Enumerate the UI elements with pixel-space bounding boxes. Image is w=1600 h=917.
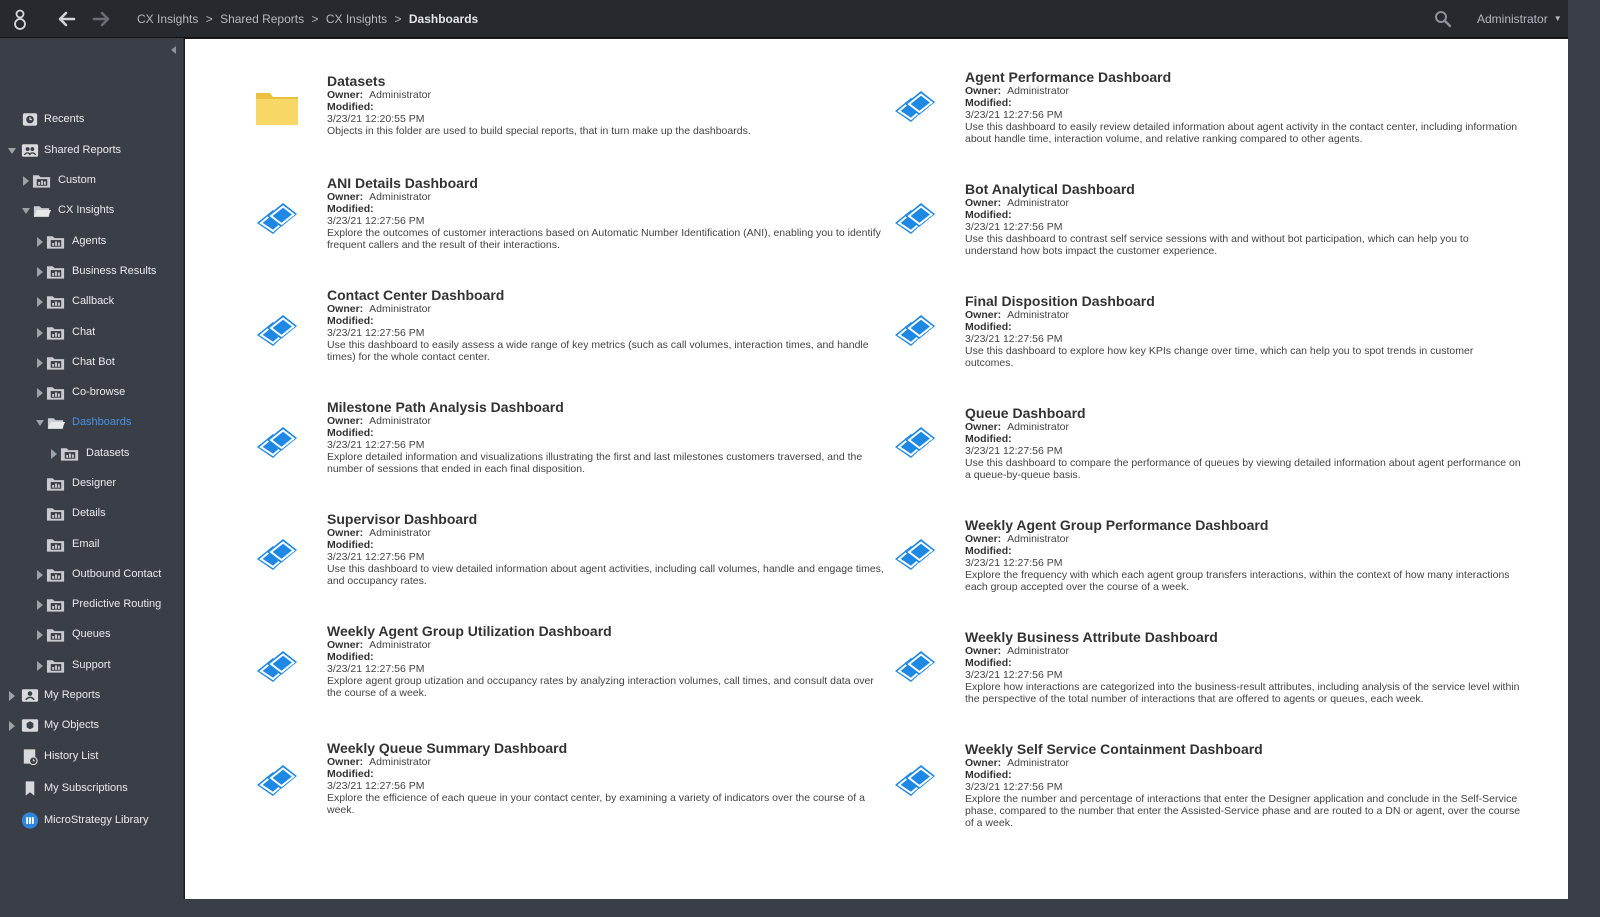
collapsed-triangle-icon[interactable]: [36, 600, 44, 610]
modified-value: 3/23/21 12:27:56 PM: [965, 445, 1063, 457]
expanded-triangle-icon[interactable]: [36, 418, 44, 428]
entry-weekly-self-service-containment-dashboard[interactable]: [965, 741, 1525, 829]
entry-title[interactable]: Final Disposition Dashboard: [965, 293, 1155, 309]
modified-value: 3/23/21 12:20:55 PM: [327, 113, 425, 125]
entry-description: Explore how interactions are categorized into the business-result attributes, including analysis of the service level within: [965, 681, 1520, 693]
owner-label: Owner:: [965, 85, 1002, 97]
sidebar-item-label: Co-browse: [72, 386, 126, 398]
entry-supervisor-dashboard[interactable]: [327, 511, 887, 587]
modified-label: Modified:: [965, 769, 1012, 781]
entry-weekly-agent-group-performance-dashboard[interactable]: [965, 517, 1525, 593]
breadcrumb-shared-reports[interactable]: Shared Reports: [220, 12, 305, 26]
expanded-triangle-icon[interactable]: [22, 206, 30, 216]
modified-row: [327, 315, 887, 327]
sidebar-item-callback[interactable]: [0, 291, 184, 313]
dashboard-icon[interactable]: [255, 647, 299, 687]
modified-row: [965, 657, 1525, 669]
sidebar-item-label: Queues: [72, 628, 111, 640]
collapse-sidebar-icon[interactable]: [170, 46, 178, 54]
report-folder-icon: [46, 536, 66, 553]
owner-row: [327, 89, 887, 101]
entry-title[interactable]: Queue Dashboard: [965, 405, 1086, 421]
sidebar-item-my-subscriptions[interactable]: [0, 778, 184, 800]
owner-value: Administrator: [1007, 757, 1070, 769]
modified-label: Modified:: [965, 657, 1012, 669]
sidebar-item-predictive-routing[interactable]: [0, 594, 184, 616]
modified-label: Modified:: [327, 203, 374, 215]
entry-description: Explore detailed information and visualizations illustrating the first and last milestones customers traversed, and the: [327, 451, 863, 463]
sidebar-item-agents[interactable]: [0, 231, 184, 253]
report-folder-icon: [46, 596, 66, 613]
my-reports-icon: [20, 687, 40, 704]
forward-arrow-icon[interactable]: [90, 9, 112, 29]
back-arrow-icon[interactable]: [56, 9, 78, 29]
entry-description: Use this dashboard to easily assess a wide range of key metrics (such as call volumes, interaction times, and handle: [327, 339, 869, 351]
sidebar-item-details[interactable]: [0, 503, 184, 525]
owner-row: [327, 191, 887, 203]
sidebar-item-history-list[interactable]: [0, 746, 184, 768]
sidebar-item-co-browse[interactable]: [0, 382, 184, 404]
modified-value: 3/23/21 12:27:56 PM: [327, 439, 425, 451]
open-folder-icon: [32, 202, 52, 219]
modified-label: Modified:: [965, 97, 1012, 109]
entry-description: phase, compared to the number that enter the Assisted-Service phase and are routed to a DN or agent, over the course: [965, 805, 1521, 817]
modified-label: Modified:: [965, 545, 1012, 557]
recents-icon: [20, 111, 40, 128]
dashboard-icon[interactable]: [893, 311, 937, 351]
dashboard-icon[interactable]: [893, 761, 937, 801]
chevron-down-icon: ▼: [1553, 14, 1562, 23]
collapsed-triangle-icon[interactable]: [8, 721, 16, 731]
shared-reports-icon: [20, 142, 40, 159]
modified-row: [965, 545, 1525, 557]
owner-label: Owner:: [965, 197, 1002, 209]
entry-description: times) for the whole contact center.: [327, 351, 490, 363]
sidebar-item-label: Agents: [72, 235, 107, 247]
entry-description: each group accepted over the course of a week.: [965, 581, 1190, 593]
owner-row: [327, 639, 887, 651]
entry-description: a queue-by-queue basis.: [965, 469, 1081, 481]
entry-description: Use this dashboard to contrast self service sessions with and without bot participation, which can help you to: [965, 233, 1469, 245]
report-folder-icon: [46, 505, 66, 522]
report-folder-icon: [46, 475, 66, 492]
sidebar-item-label: Chat: [72, 326, 96, 338]
report-folder-icon: [46, 354, 66, 371]
sidebar-item-recents[interactable]: [0, 109, 184, 131]
dashboard-icon[interactable]: [255, 535, 299, 575]
sidebar-item-label: Predictive Routing: [72, 598, 162, 610]
modified-label: Modified:: [327, 101, 374, 113]
top-bar: [0, 0, 1568, 38]
owner-label: Owner:: [965, 757, 1002, 769]
owner-row: [965, 309, 1525, 321]
expanded-triangle-icon[interactable]: [8, 146, 16, 156]
entry-description: the course of a week.: [327, 687, 427, 699]
owner-row: [327, 303, 887, 315]
owner-row: [965, 85, 1525, 97]
entry-description: of a week.: [965, 817, 1013, 829]
owner-label: Owner:: [327, 639, 364, 651]
collapsed-triangle-icon[interactable]: [36, 358, 44, 368]
sidebar-item-label: Dashboards: [72, 416, 132, 428]
collapsed-triangle-icon[interactable]: [36, 570, 44, 580]
modified-row: [965, 433, 1525, 445]
entry-description: Use this dashboard to easily review detailed information about agent activity in the contact center, including information: [965, 121, 1518, 133]
entry-title[interactable]: Weekly Agent Group Performance Dashboard: [965, 517, 1269, 533]
entry-title[interactable]: Weekly Queue Summary Dashboard: [327, 740, 568, 756]
owner-value: Administrator: [1007, 309, 1070, 321]
sidebar-item-email[interactable]: [0, 534, 184, 556]
entry-description: Use this dashboard to compare the performance of queues by viewing detailed information about agent performance on: [965, 457, 1521, 469]
report-folder-icon: [46, 384, 66, 401]
sidebar-item-business-results[interactable]: [0, 261, 184, 283]
modified-row: [965, 769, 1525, 781]
entry-title[interactable]: Weekly Agent Group Utilization Dashboard: [327, 623, 612, 639]
collapsed-triangle-icon[interactable]: [22, 176, 30, 186]
sidebar-item-label: Business Results: [72, 265, 157, 277]
entry-description: about handle time, interaction volume, and relative ranking compared to other agents.: [965, 133, 1363, 145]
entry-description: Explore the number and percentage of interactions that enter the Designer application and conclude in the Self-Service: [965, 793, 1518, 805]
modified-row: [327, 203, 887, 215]
entry-description: and occupancy rates.: [327, 575, 427, 587]
entry-contact-center-dashboard[interactable]: [327, 287, 887, 363]
dashboard-icon[interactable]: [255, 423, 299, 463]
sidebar-item-label: My Subscriptions: [44, 782, 128, 794]
report-folder-icon: [32, 172, 52, 189]
sidebar-item-my-reports[interactable]: [0, 685, 184, 707]
owner-value: Administrator: [1007, 85, 1070, 97]
entry-description: Explore the frequency with which each agent group transfers interactions, within the context of how many interactions: [965, 569, 1510, 581]
breadcrumb-current: Dashboards: [408, 12, 479, 26]
dashboard-icon[interactable]: [255, 761, 299, 801]
modified-label: Modified:: [327, 768, 374, 780]
modified-value: 3/23/21 12:27:56 PM: [965, 109, 1063, 121]
user-menu[interactable]: [1477, 12, 1562, 26]
modified-label: Modified:: [327, 315, 374, 327]
modified-row: [965, 97, 1525, 109]
owner-row: [965, 421, 1525, 433]
entry-description: Explore the outcomes of customer interactions based on Automatic Number Identification (ANI), enabling you to identify: [327, 227, 881, 239]
sidebar-item-label: Details: [72, 507, 106, 519]
dashboard-icon[interactable]: [893, 535, 937, 575]
owner-label: Owner:: [327, 756, 364, 768]
entry-description: number of sessions that ended in each final disposition.: [327, 463, 585, 475]
modified-value: 3/23/21 12:27:56 PM: [965, 557, 1063, 569]
sidebar-item-support[interactable]: [0, 655, 184, 677]
entry-queue-dashboard[interactable]: [965, 405, 1525, 481]
breadcrumb-separator: >: [394, 12, 402, 26]
sidebar-item-label: MicroStrategy Library: [44, 814, 149, 826]
entry-description: Explore agent group utization and occupancy rates by analyzing interaction volumes, call times, and consult data over: [327, 675, 874, 687]
report-folder-icon: [46, 626, 66, 643]
entry-description: outcomes.: [965, 357, 1014, 369]
entry-final-disposition-dashboard[interactable]: [965, 293, 1525, 369]
modified-value: 3/23/21 12:27:56 PM: [965, 781, 1063, 793]
owner-label: Owner:: [327, 527, 364, 539]
sidebar-item-label: CX Insights: [58, 204, 115, 216]
search-icon[interactable]: [1434, 10, 1452, 28]
owner-row: [965, 533, 1525, 545]
modified-value: 3/23/21 12:27:56 PM: [327, 780, 425, 792]
sidebar-item-dashboards[interactable]: [0, 412, 184, 434]
dashboard-icon[interactable]: [255, 311, 299, 351]
owner-value: Administrator: [1007, 533, 1070, 545]
modified-value: 3/23/21 12:27:56 PM: [327, 327, 425, 339]
sidebar-item-outbound-contact[interactable]: [0, 564, 184, 586]
collapsed-triangle-icon[interactable]: [36, 297, 44, 307]
sidebar-item-label: Callback: [72, 295, 115, 307]
owner-label: Owner:: [965, 421, 1002, 433]
entry-title[interactable]: Weekly Self Service Containment Dashboard: [965, 741, 1263, 757]
dashboard-icon[interactable]: [893, 423, 937, 463]
dashboard-icon[interactable]: [893, 87, 937, 127]
owner-value: Administrator: [1007, 421, 1070, 433]
entry-description: Objects in this folder are used to build special reports, that in turn make up the dashboards.: [327, 125, 751, 137]
owner-row: [965, 757, 1525, 769]
entry-description: understand how bots impact the customer experience.: [965, 245, 1218, 257]
history-list-icon: [20, 748, 40, 765]
sidebar: [0, 38, 184, 899]
sidebar-item-queues[interactable]: [0, 624, 184, 646]
owner-value: Administrator: [369, 303, 432, 315]
owner-label: Owner:: [327, 191, 364, 203]
report-folder-icon: [46, 293, 66, 310]
breadcrumb-cx-insights[interactable]: CX Insights: [137, 12, 199, 26]
owner-value: Administrator: [369, 639, 432, 651]
owner-label: Owner:: [327, 89, 364, 101]
breadcrumb-separator: >: [311, 12, 319, 26]
entry-title[interactable]: Milestone Path Analysis Dashboard: [327, 399, 564, 415]
owner-row: [965, 645, 1525, 657]
collapsed-triangle-icon[interactable]: [36, 388, 44, 398]
sidebar-item-custom[interactable]: [0, 170, 184, 192]
owner-value: Administrator: [1007, 645, 1070, 657]
owner-row: [965, 197, 1525, 209]
sidebar-item-label: Email: [72, 538, 100, 550]
user-name: Administrator: [1477, 12, 1548, 26]
report-folder-icon: [46, 566, 66, 583]
my-objects-icon: [20, 717, 40, 734]
entry-weekly-agent-group-utilization-dashboard[interactable]: [327, 623, 887, 699]
subscriptions-icon: [20, 780, 40, 797]
content-pane: [185, 39, 1568, 899]
owner-label: Owner:: [965, 533, 1002, 545]
collapsed-triangle-icon[interactable]: [36, 237, 44, 247]
owner-value: Administrator: [369, 415, 432, 427]
open-folder-icon: [46, 414, 66, 431]
modified-row: [327, 427, 887, 439]
sidebar-item-label: Support: [72, 659, 111, 671]
dashboard-icon[interactable]: [255, 199, 299, 239]
owner-row: [327, 756, 887, 768]
sidebar-item-label: Custom: [58, 174, 96, 186]
entry-description: week.: [327, 804, 355, 816]
collapsed-triangle-icon[interactable]: [36, 630, 44, 640]
report-folder-icon: [60, 445, 80, 462]
entry-title[interactable]: ANI Details Dashboard: [327, 175, 478, 191]
sidebar-item-label: Chat Bot: [72, 356, 115, 368]
owner-value: Administrator: [369, 527, 432, 539]
owner-value: Administrator: [1007, 197, 1070, 209]
modified-label: Modified:: [965, 321, 1012, 333]
report-folder-icon: [46, 324, 66, 341]
modified-label: Modified:: [965, 209, 1012, 221]
sidebar-item-label: My Objects: [44, 719, 100, 731]
owner-value: Administrator: [369, 89, 432, 101]
entry-weekly-queue-summary-dashboard[interactable]: [327, 740, 887, 816]
entry-agent-performance-dashboard[interactable]: [965, 69, 1525, 145]
breadcrumb-cx-insights-sub[interactable]: CX Insights: [325, 12, 388, 26]
modified-row: [327, 539, 887, 551]
entry-description: frequent callers and the result of their interactions.: [327, 239, 560, 251]
entry-title[interactable]: Weekly Business Attribute Dashboard: [965, 629, 1218, 645]
breadcrumb: [137, 12, 478, 26]
sidebar-item-datasets[interactable]: [0, 443, 184, 465]
modified-value: 3/23/21 12:27:56 PM: [327, 663, 425, 675]
owner-row: [327, 527, 887, 539]
app-logo-icon[interactable]: [10, 6, 30, 32]
modified-row: [327, 651, 887, 663]
owner-value: Administrator: [369, 756, 432, 768]
modified-value: 3/23/21 12:27:56 PM: [965, 333, 1063, 345]
modified-label: Modified:: [327, 427, 374, 439]
modified-value: 3/23/21 12:27:56 PM: [327, 215, 425, 227]
folder-icon[interactable]: [255, 87, 299, 127]
collapsed-triangle-icon[interactable]: [36, 267, 44, 277]
sidebar-item-microstrategy-library[interactable]: [0, 810, 184, 832]
sidebar-item-label: History List: [44, 750, 99, 762]
entry-weekly-business-attribute-dashboard[interactable]: [965, 629, 1525, 705]
owner-label: Owner:: [327, 303, 364, 315]
modified-label: Modified:: [965, 433, 1012, 445]
entry-title[interactable]: Agent Performance Dashboard: [965, 69, 1172, 85]
modified-value: 3/23/21 12:27:56 PM: [327, 551, 425, 563]
entry-title[interactable]: Datasets: [327, 73, 386, 89]
collapsed-triangle-icon[interactable]: [36, 661, 44, 671]
sidebar-item-label: Recents: [44, 113, 85, 125]
report-folder-icon: [46, 657, 66, 674]
entry-bot-analytical-dashboard[interactable]: [965, 181, 1525, 257]
entry-description: Explore the efficience of each queue in your contact center, by examining a variety of indicators over the course of a: [327, 792, 865, 804]
owner-label: Owner:: [965, 645, 1002, 657]
sidebar-item-label: Designer: [72, 477, 117, 489]
entry-description: Use this dashboard to explore how key KPIs change over time, which can help you to spot trends in customer: [965, 345, 1474, 357]
report-folder-icon: [46, 233, 66, 250]
report-folder-icon: [46, 263, 66, 280]
modified-label: Modified:: [327, 539, 374, 551]
collapsed-triangle-icon[interactable]: [50, 449, 58, 459]
collapsed-triangle-icon[interactable]: [8, 691, 16, 701]
entry-description: the perspective of the total number of interactions that are offered to agents or queues, each week.: [965, 693, 1424, 705]
modified-row: [327, 768, 887, 780]
sidebar-item-chat-bot[interactable]: [0, 352, 184, 374]
owner-label: Owner:: [965, 309, 1002, 321]
owner-label: Owner:: [327, 415, 364, 427]
dashboard-icon[interactable]: [893, 199, 937, 239]
library-icon: [20, 812, 40, 829]
modified-label: Modified:: [327, 651, 374, 663]
breadcrumb-separator: >: [205, 12, 213, 26]
sidebar-item-label: Outbound Contact: [72, 568, 162, 580]
sidebar-item-label: Datasets: [86, 447, 130, 459]
entry-title[interactable]: Contact Center Dashboard: [327, 287, 505, 303]
sidebar-item-my-objects[interactable]: [0, 715, 184, 737]
entry-milestone-path-analysis-dashboard[interactable]: [327, 399, 887, 475]
modified-value: 3/23/21 12:27:56 PM: [965, 221, 1063, 233]
sidebar-item-label: My Reports: [44, 689, 101, 701]
modified-row: [327, 101, 887, 113]
modified-row: [965, 321, 1525, 333]
dashboard-icon[interactable]: [893, 647, 937, 687]
owner-row: [327, 415, 887, 427]
modified-value: 3/23/21 12:27:56 PM: [965, 669, 1063, 681]
collapsed-triangle-icon[interactable]: [36, 328, 44, 338]
sidebar-item-shared-reports[interactable]: [0, 140, 184, 162]
entry-ani-details-dashboard[interactable]: [327, 175, 887, 251]
sidebar-item-label: Shared Reports: [44, 144, 122, 156]
entry-datasets[interactable]: [327, 73, 887, 137]
entry-description: Use this dashboard to view detailed information about agent activities, including call volumes, handle and engage times,: [327, 563, 884, 575]
entry-title[interactable]: Supervisor Dashboard: [327, 511, 478, 527]
entry-title[interactable]: Bot Analytical Dashboard: [965, 181, 1135, 197]
sidebar-item-cx-insights[interactable]: [0, 200, 184, 222]
sidebar-item-chat[interactable]: [0, 322, 184, 344]
sidebar-item-designer[interactable]: [0, 473, 184, 495]
modified-row: [965, 209, 1525, 221]
owner-value: Administrator: [369, 191, 432, 203]
